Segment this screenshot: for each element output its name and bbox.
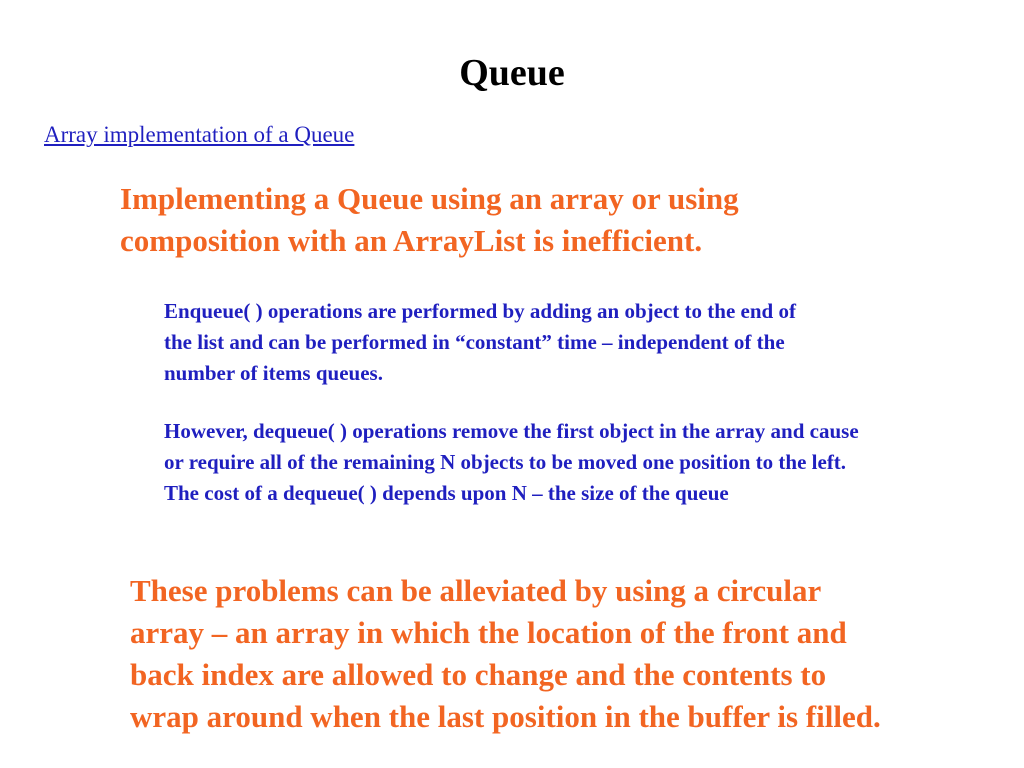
dequeue-paragraph	[164, 416, 1014, 509]
slide-title: Queue	[459, 52, 565, 94]
enqueue-line: number of items queues.	[164, 361, 383, 385]
solution-line: wrap around when the last position in the buffer is filled.	[130, 699, 881, 734]
enqueue-line: the list and can be performed in “constant” time – independent of the	[164, 330, 785, 354]
intro-line: composition with an ArrayList is inefficient.	[120, 223, 703, 258]
solution-line: These problems can be alleviated by using a circular	[130, 573, 822, 608]
solution-line: back index are allowed to change and the contents to	[130, 657, 827, 692]
dequeue-line: The cost of a dequeue( ) depends upon N – the size of the queue	[164, 481, 729, 505]
intro-paragraph	[120, 178, 840, 262]
dequeue-line: or require all of the remaining N objects to be moved one position to the left.	[164, 450, 847, 474]
slide-subtitle: Array implementation of a Queue	[44, 122, 355, 147]
solution-paragraph	[130, 570, 990, 738]
enqueue-line: Enqueue( ) operations are performed by adding an object to the end of	[164, 299, 796, 323]
intro-line: Implementing a Queue using an array or using	[120, 181, 739, 216]
solution-line: array – an array in which the location of the front and	[130, 615, 847, 650]
dequeue-line: However, dequeue( ) operations remove the first object in the array and cause	[164, 419, 859, 443]
enqueue-paragraph	[164, 296, 954, 389]
